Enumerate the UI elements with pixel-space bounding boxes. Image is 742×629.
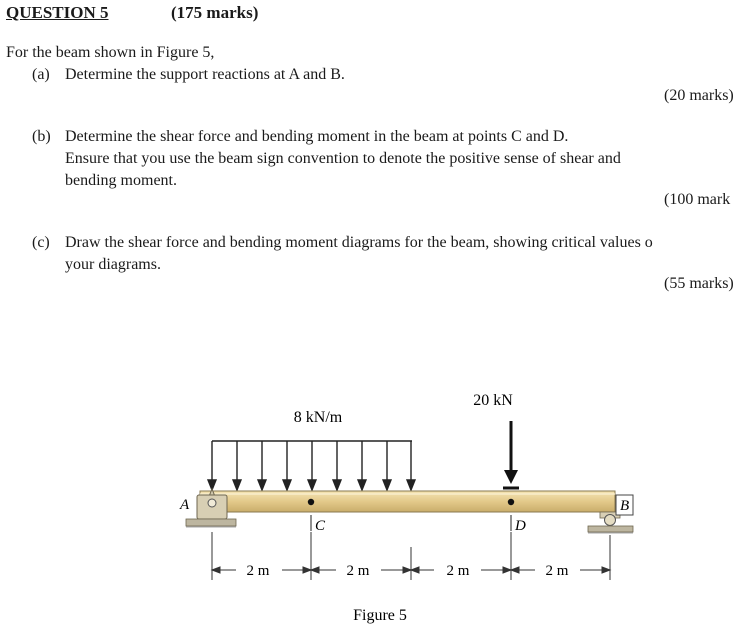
udl-label: 8 kN/m xyxy=(293,409,343,426)
part-b-label: (b) xyxy=(32,128,51,145)
part-c-label: (c) xyxy=(32,234,50,251)
dim-3-label: 2 m xyxy=(446,563,470,579)
support-b-label: B xyxy=(620,498,630,514)
dim-4-label: 2 m xyxy=(545,563,569,579)
question-title: QUESTION 5 xyxy=(6,3,109,22)
point-d-label: D xyxy=(515,518,526,534)
figure-caption: Figure 5 xyxy=(353,607,407,624)
udl-arrows xyxy=(208,441,415,490)
part-a-label: (a) xyxy=(32,66,50,83)
part-a-marks: (20 marks) xyxy=(664,87,734,104)
part-c-marks: (55 marks) xyxy=(664,275,734,292)
dim-2-label: 2 m xyxy=(346,563,370,579)
dim-1-label: 2 m xyxy=(246,563,270,579)
point-load-arrow xyxy=(503,421,519,488)
part-b-marks: (100 mark xyxy=(664,191,731,208)
part-a-line-1: Determine the support reactions at A and B. xyxy=(65,66,345,83)
point-c-label: C xyxy=(315,518,326,534)
question-intro: For the beam shown in Figure 5, xyxy=(6,44,215,61)
part-b-line-2: Ensure that you use the beam sign convention to denote the positive sense of shear and xyxy=(65,150,621,167)
part-c-line-2: your diagrams. xyxy=(65,256,161,273)
point-load-label: 20 kN xyxy=(473,392,513,409)
support-a-label: A xyxy=(180,497,190,513)
part-b-line-1: Determine the shear force and bending moment in the beam at points C and D. xyxy=(65,128,569,145)
part-b-line-3: bending moment. xyxy=(65,172,177,189)
part-c-line-1: Draw the shear force and bending moment diagrams for the beam, showing critical values o xyxy=(65,234,653,251)
beam-figure xyxy=(0,380,742,629)
point-c-dot xyxy=(308,499,314,505)
point-d-dot xyxy=(508,499,514,505)
question-marks: (175 marks) xyxy=(171,3,259,22)
